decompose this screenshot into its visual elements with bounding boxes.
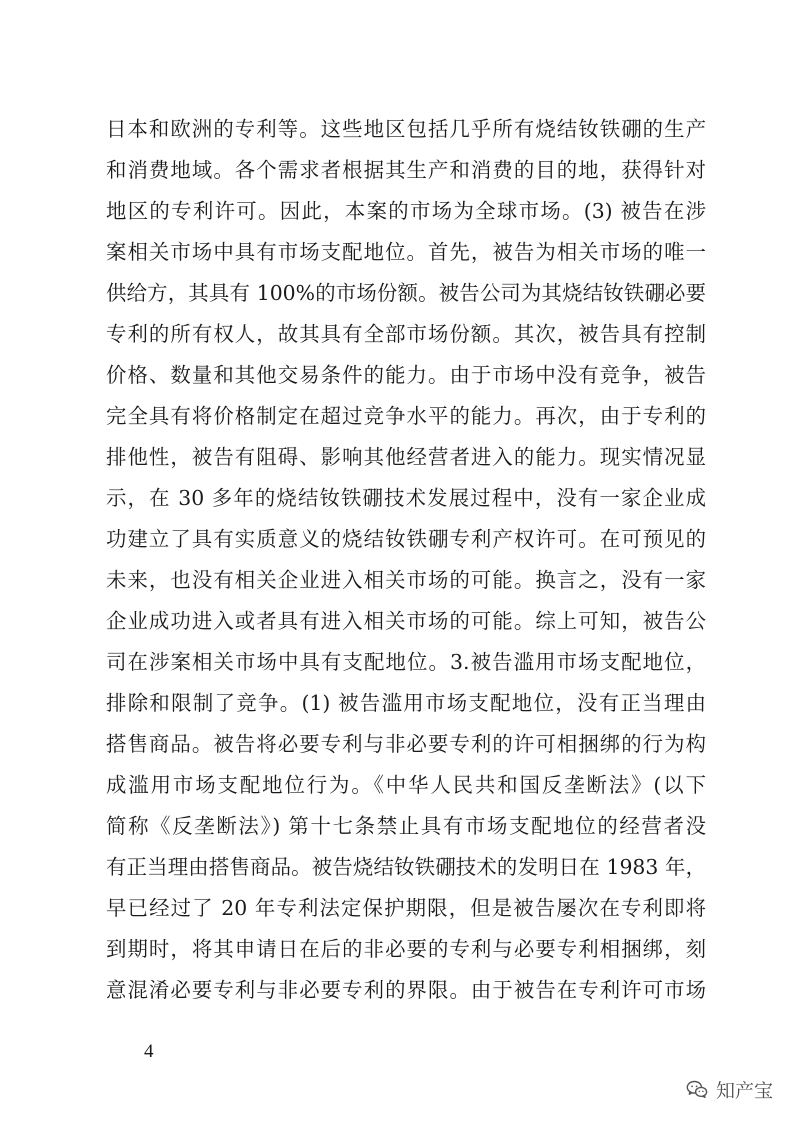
page-number: 4 [144,1041,154,1062]
text-line: 排他性，被告有阻碍、影响其他经营者进入的能力。现实情况显 [106,445,706,469]
text-line: 到期时，将其申请日在后的非必要的专利与必要专利相捆绑，刻 [106,937,706,961]
text-line: 和消费地域。各个需求者根据其生产和消费的目的地，获得针对 [106,158,706,182]
text-line: 简称《反垄断法》) 第十七条禁止具有市场支配地位的经营者没 [106,814,706,838]
source-watermark [686,1074,773,1104]
text-line: 地区的专利许可。因此，本案的市场为全球市场。(3) 被告在涉 [106,199,706,223]
text-line: 有正当理由搭售商品。被告烧结钕铁硼技术的发明日在 1983 年， [106,855,706,879]
text-line: 意混淆必要专利与非必要专利的界限。由于被告在专利许可市场 [106,978,706,1002]
text-line: 专利的所有权人，故其具有全部市场份额。其次，被告具有控制 [106,322,706,346]
wechat-icon [686,1080,708,1099]
watermark-text: 知产宝 [716,1079,774,1102]
text-line: 未来，也没有相关企业进入相关市场的可能。换言之，没有一家 [106,568,706,592]
text-line: 排除和限制了竞争。(1) 被告滥用市场支配地位，没有正当理由 [106,691,706,715]
text-line: 早已经过了 20 年专利法定保护期限，但是被告屡次在专利即将 [106,896,706,920]
text-line: 司在涉案相关市场中具有支配地位。3.被告滥用市场支配地位， [106,650,706,674]
text-line: 日本和欧洲的专利等。这些地区包括几乎所有烧结钕铁硼的生产 [106,117,706,141]
text-line: 供给方，其具有 100%的市场份额。被告公司为其烧结钕铁硼必要 [106,281,706,305]
text-line: 价格、数量和其他交易条件的能力。由于市场中没有竞争，被告 [106,363,706,387]
text-line: 搭售商品。被告将必要专利与非必要专利的许可相捆绑的行为构 [106,732,706,756]
text-line: 成滥用市场支配地位行为。《中华人民共和国反垄断法》(以下 [106,773,706,797]
text-line: 示，在 30 多年的烧结钕铁硼技术发展过程中，没有一家企业成 [106,486,706,510]
text-line: 企业成功进入或者具有进入相关市场的可能。综上可知，被告公 [106,609,706,633]
text-line: 功建立了具有实质意义的烧结钕铁硼专利产权许可。在可预见的 [106,527,706,551]
text-line: 完全具有将价格制定在超过竞争水平的能力。再次，由于专利的 [106,404,706,428]
text-line: 案相关市场中具有市场支配地位。首先，被告为相关市场的唯一 [106,240,706,264]
